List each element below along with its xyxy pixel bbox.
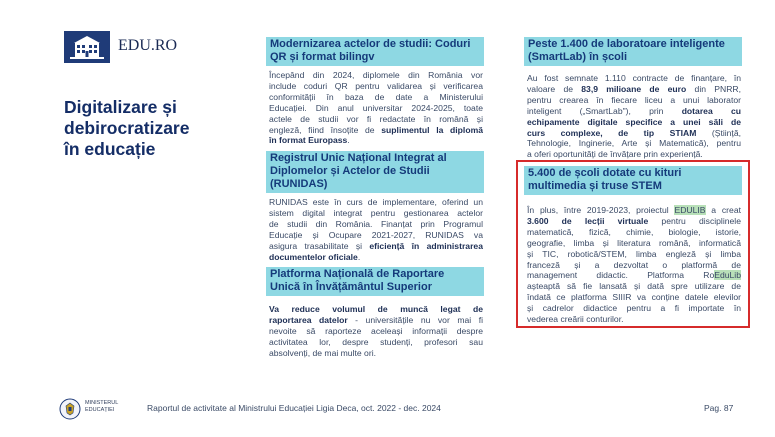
text-line: asigura trasabilitate și eficiență în administrarea	[269, 240, 483, 251]
text-line: activitatea lor, despre studenți, profesori sau	[269, 336, 483, 347]
text-line: nevoite să raporteze aceleași informații despre	[269, 325, 483, 336]
text-line: valoare de 83,9 milioane de euro din PNRR,	[527, 83, 741, 94]
text-line: actele de studii vor fi redactate în română și	[269, 113, 483, 124]
page-title: Digitalizare și debirocratizare în educație	[64, 97, 190, 159]
text-line: engleză, fiind însoțite de suplimentul la diplomă	[269, 124, 483, 135]
text-line: franceză și a dezvoltat o platformă de	[527, 259, 741, 270]
text-line: conformității în baza de date a Ministerului	[269, 91, 483, 102]
text-line: matematică, fizică, chimie, biologie, istorie,	[527, 226, 741, 237]
text-line: Educație și Ocupare 2021-2027, RUNIDAS va	[269, 229, 483, 240]
text-line: echipamente digitale specifice a unei săli de	[527, 116, 741, 127]
text-line: de studii din România. Finanțat prin Programul	[269, 218, 483, 229]
section-title-diplomas: Modernizarea actelor de studii: Coduri QR și format bilingv	[266, 37, 484, 66]
text-line: RUNIDAS este în curs de implementare, oferind un	[269, 197, 483, 207]
section-title-platform: Platforma Națională de Raportare Unică în Învățământul Superior	[266, 267, 484, 296]
text-line: așteaptă să fie lansată și dată spre utilizare de	[527, 281, 741, 292]
section-title-smartlab: Peste 1.400 de laboratoare inteligente (SmartLab) în școli	[524, 37, 742, 66]
page-number: Pag. 87	[704, 403, 734, 413]
coat-of-arms-icon	[59, 398, 81, 420]
building-icon	[64, 31, 110, 63]
section-text-runidas	[269, 197, 483, 262]
text-line: raportarea datelor - universitățile nu vor mai fi	[269, 314, 483, 325]
text-line: a oferi oportunități de învățare prin experiență.	[527, 149, 703, 160]
text-line: curs complexe, de tip STIAM (Știință,	[527, 127, 741, 138]
section-title-runidas: Registrul Unic Național Integrat al Diplomelor și Actelor de Studii (RUNIDAS)	[266, 151, 484, 193]
text-line: În plus, între 2019-2023, proiectul EDULIB a creat	[527, 205, 741, 215]
text-line: Începând din 2024, diplomele din România vor	[269, 70, 483, 80]
text-line: și cadrelor didactice pentru a fi importate în	[527, 303, 741, 314]
text-line: absolvenți, de mai multe ori.	[269, 347, 376, 358]
text-line: pentru crearea în fiecare liceu a unui laborator	[527, 94, 741, 105]
text-line: vederea creării conturilor.	[527, 314, 624, 325]
text-line: Va reduce volumul de muncă legat de	[269, 304, 483, 314]
section-text-diplomas	[269, 70, 483, 146]
section-text-smartlab	[527, 73, 741, 160]
text-line: documentelor oficiale.	[269, 251, 361, 262]
text-line: Au fost semnate 1.110 contracte de finanțare, în	[527, 73, 741, 83]
section-text-platform	[269, 304, 483, 359]
text-line: inteligent („SmartLab"), prin dotarea cu	[527, 105, 741, 116]
ministry-label: MINISTERUL EDUCAȚIEI	[85, 400, 119, 413]
text-line: include coduri QR pentru validarea și verificarea	[269, 80, 483, 91]
brand-name: EDU.RO	[118, 37, 178, 54]
text-line: 3.600 de lecții virtuale pentru disciplinele	[527, 215, 741, 226]
section-text-kits	[527, 205, 741, 325]
edu-logo	[64, 31, 110, 63]
text-line: sistem digital integrat pentru gestionarea actelor	[269, 207, 483, 218]
text-line: îndată ce platforma SIIIR va conține datele elevilor	[527, 292, 741, 303]
section-title-kits: 5.400 de școli dotate cu kituri multimedia și truse STEM	[524, 166, 742, 195]
text-line: management didactic. Platforma RoEduLib	[527, 270, 741, 281]
text-line: Educației. Din anul universitar 2024-2025, toate	[269, 102, 483, 113]
text-line: în format Europass.	[269, 135, 350, 146]
text-line: și TIC, robotică/STEM, limba engleză și limba	[527, 248, 741, 259]
footer-report-title: Raportul de activitate al Ministrului Educației Ligia Deca, oct. 2022 - dec. 2024	[147, 403, 441, 413]
text-line: Tehnologie, Inginerie, Arte și Matematică), pentru	[527, 138, 741, 149]
text-line: geografie, limba și literatura română, informatică	[527, 237, 741, 248]
